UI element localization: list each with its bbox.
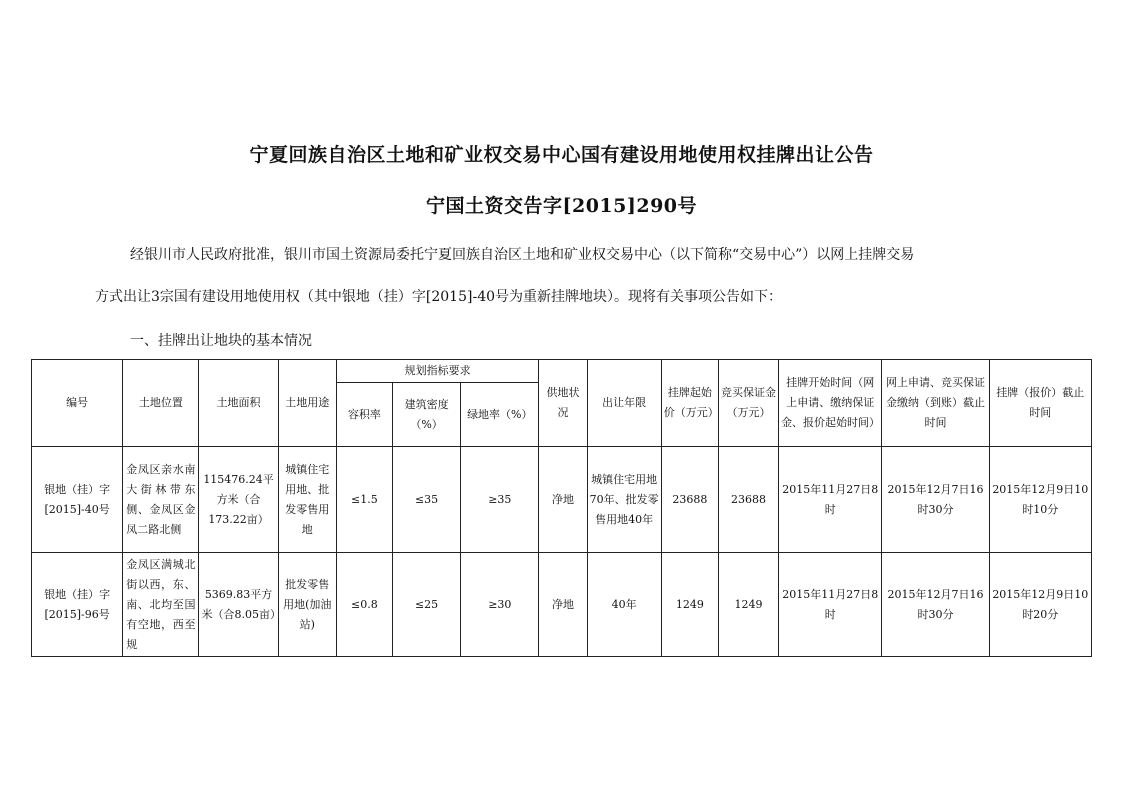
cell-supply: 净地 xyxy=(539,447,587,553)
cell-number: 银地（挂）字[2015]-96号 xyxy=(32,553,123,657)
cell-green-rate: ≥35 xyxy=(461,447,539,553)
header-location: 土地位置 xyxy=(123,360,199,447)
cell-building-density: ≤35 xyxy=(392,447,460,553)
land-parcel-table xyxy=(31,359,1092,657)
cell-end-time: 2015年12月9日10时10分 xyxy=(989,447,1091,553)
cell-term: 40年 xyxy=(587,553,661,657)
intro-paragraph-line-1: 经银川市人民政府批准，银川市国土资源局委托宁夏回族自治区土地和矿业权交易中心（以下简称“交易中心”）以网上挂牌交易 xyxy=(130,247,915,263)
cell-term: 城镇住宅用地70年、批发零售用地40年 xyxy=(587,447,661,553)
header-area: 土地面积 xyxy=(199,360,278,447)
header-planning-group: 规划指标要求 xyxy=(336,360,539,383)
table-header-row xyxy=(32,360,1092,383)
cell-start-price: 23688 xyxy=(661,447,718,553)
cell-deadline: 2015年12月7日16时30分 xyxy=(882,553,989,657)
cell-deadline: 2015年12月7日16时30分 xyxy=(882,447,989,553)
section-heading: 一、挂牌出让地块的基本情况 xyxy=(130,333,312,349)
table-row xyxy=(32,553,1092,657)
intro-paragraph-line-2: 方式出让3宗国有建设用地使用权（其中银地（挂）字[2015]-40号为重新挂牌地块）。现将有关事项公告如下： xyxy=(95,289,783,305)
header-use: 土地用途 xyxy=(278,360,336,447)
header-start-price: 挂牌起始价（万元） xyxy=(661,360,718,447)
cell-area: 115476.24平方米（合173.22亩） xyxy=(199,447,278,553)
cell-number: 银地（挂）字[2015]-40号 xyxy=(32,447,123,553)
cell-end-time: 2015年12月9日10时20分 xyxy=(989,553,1091,657)
cell-start-time: 2015年11月27日8时 xyxy=(779,553,882,657)
cell-use: 城镇住宅用地、批发零售用地 xyxy=(278,447,336,553)
header-green-rate: 绿地率（%） xyxy=(461,383,539,447)
header-deadline: 网上申请、竞买保证金缴纳（到账）截止时间 xyxy=(882,360,989,447)
header-deposit: 竞买保证金（万元） xyxy=(718,360,778,447)
cell-use: 批发零售用地(加油站) xyxy=(278,553,336,657)
header-end-time: 挂牌（报价）截止时间 xyxy=(989,360,1091,447)
cell-location: 金凤区亲水南大街林带东侧、金凤区金凤二路北侧 xyxy=(123,447,199,553)
cell-deposit: 1249 xyxy=(718,553,778,657)
cell-start-price: 1249 xyxy=(661,553,718,657)
document-number: 宁国土资交告字[2015]290号 xyxy=(425,195,698,217)
header-start-time: 挂牌开始时间（网上申请、缴纳保证金、报价起始时间） xyxy=(779,360,882,447)
cell-building-density: ≤25 xyxy=(392,553,460,657)
header-supply: 供地状况 xyxy=(539,360,587,447)
announcement-title: 宁夏回族自治区土地和矿业权交易中心国有建设用地使用权挂牌出让公告 xyxy=(249,144,874,166)
header-term: 出让年限 xyxy=(587,360,661,447)
cell-plot-ratio: ≤1.5 xyxy=(336,447,392,553)
cell-plot-ratio: ≤0.8 xyxy=(336,553,392,657)
header-number: 编号 xyxy=(32,360,123,447)
cell-location: 金凤区满城北街以西，东、南、北均至国有空地，西至规 xyxy=(123,553,199,657)
cell-green-rate: ≥30 xyxy=(461,553,539,657)
cell-start-time: 2015年11月27日8时 xyxy=(779,447,882,553)
table-row xyxy=(32,447,1092,553)
header-building-density: 建筑密度（%） xyxy=(392,383,460,447)
header-plot-ratio: 容积率 xyxy=(336,383,392,447)
cell-deposit: 23688 xyxy=(718,447,778,553)
cell-supply: 净地 xyxy=(539,553,587,657)
cell-area: 5369.83平方米（合8.05亩） xyxy=(199,553,278,657)
